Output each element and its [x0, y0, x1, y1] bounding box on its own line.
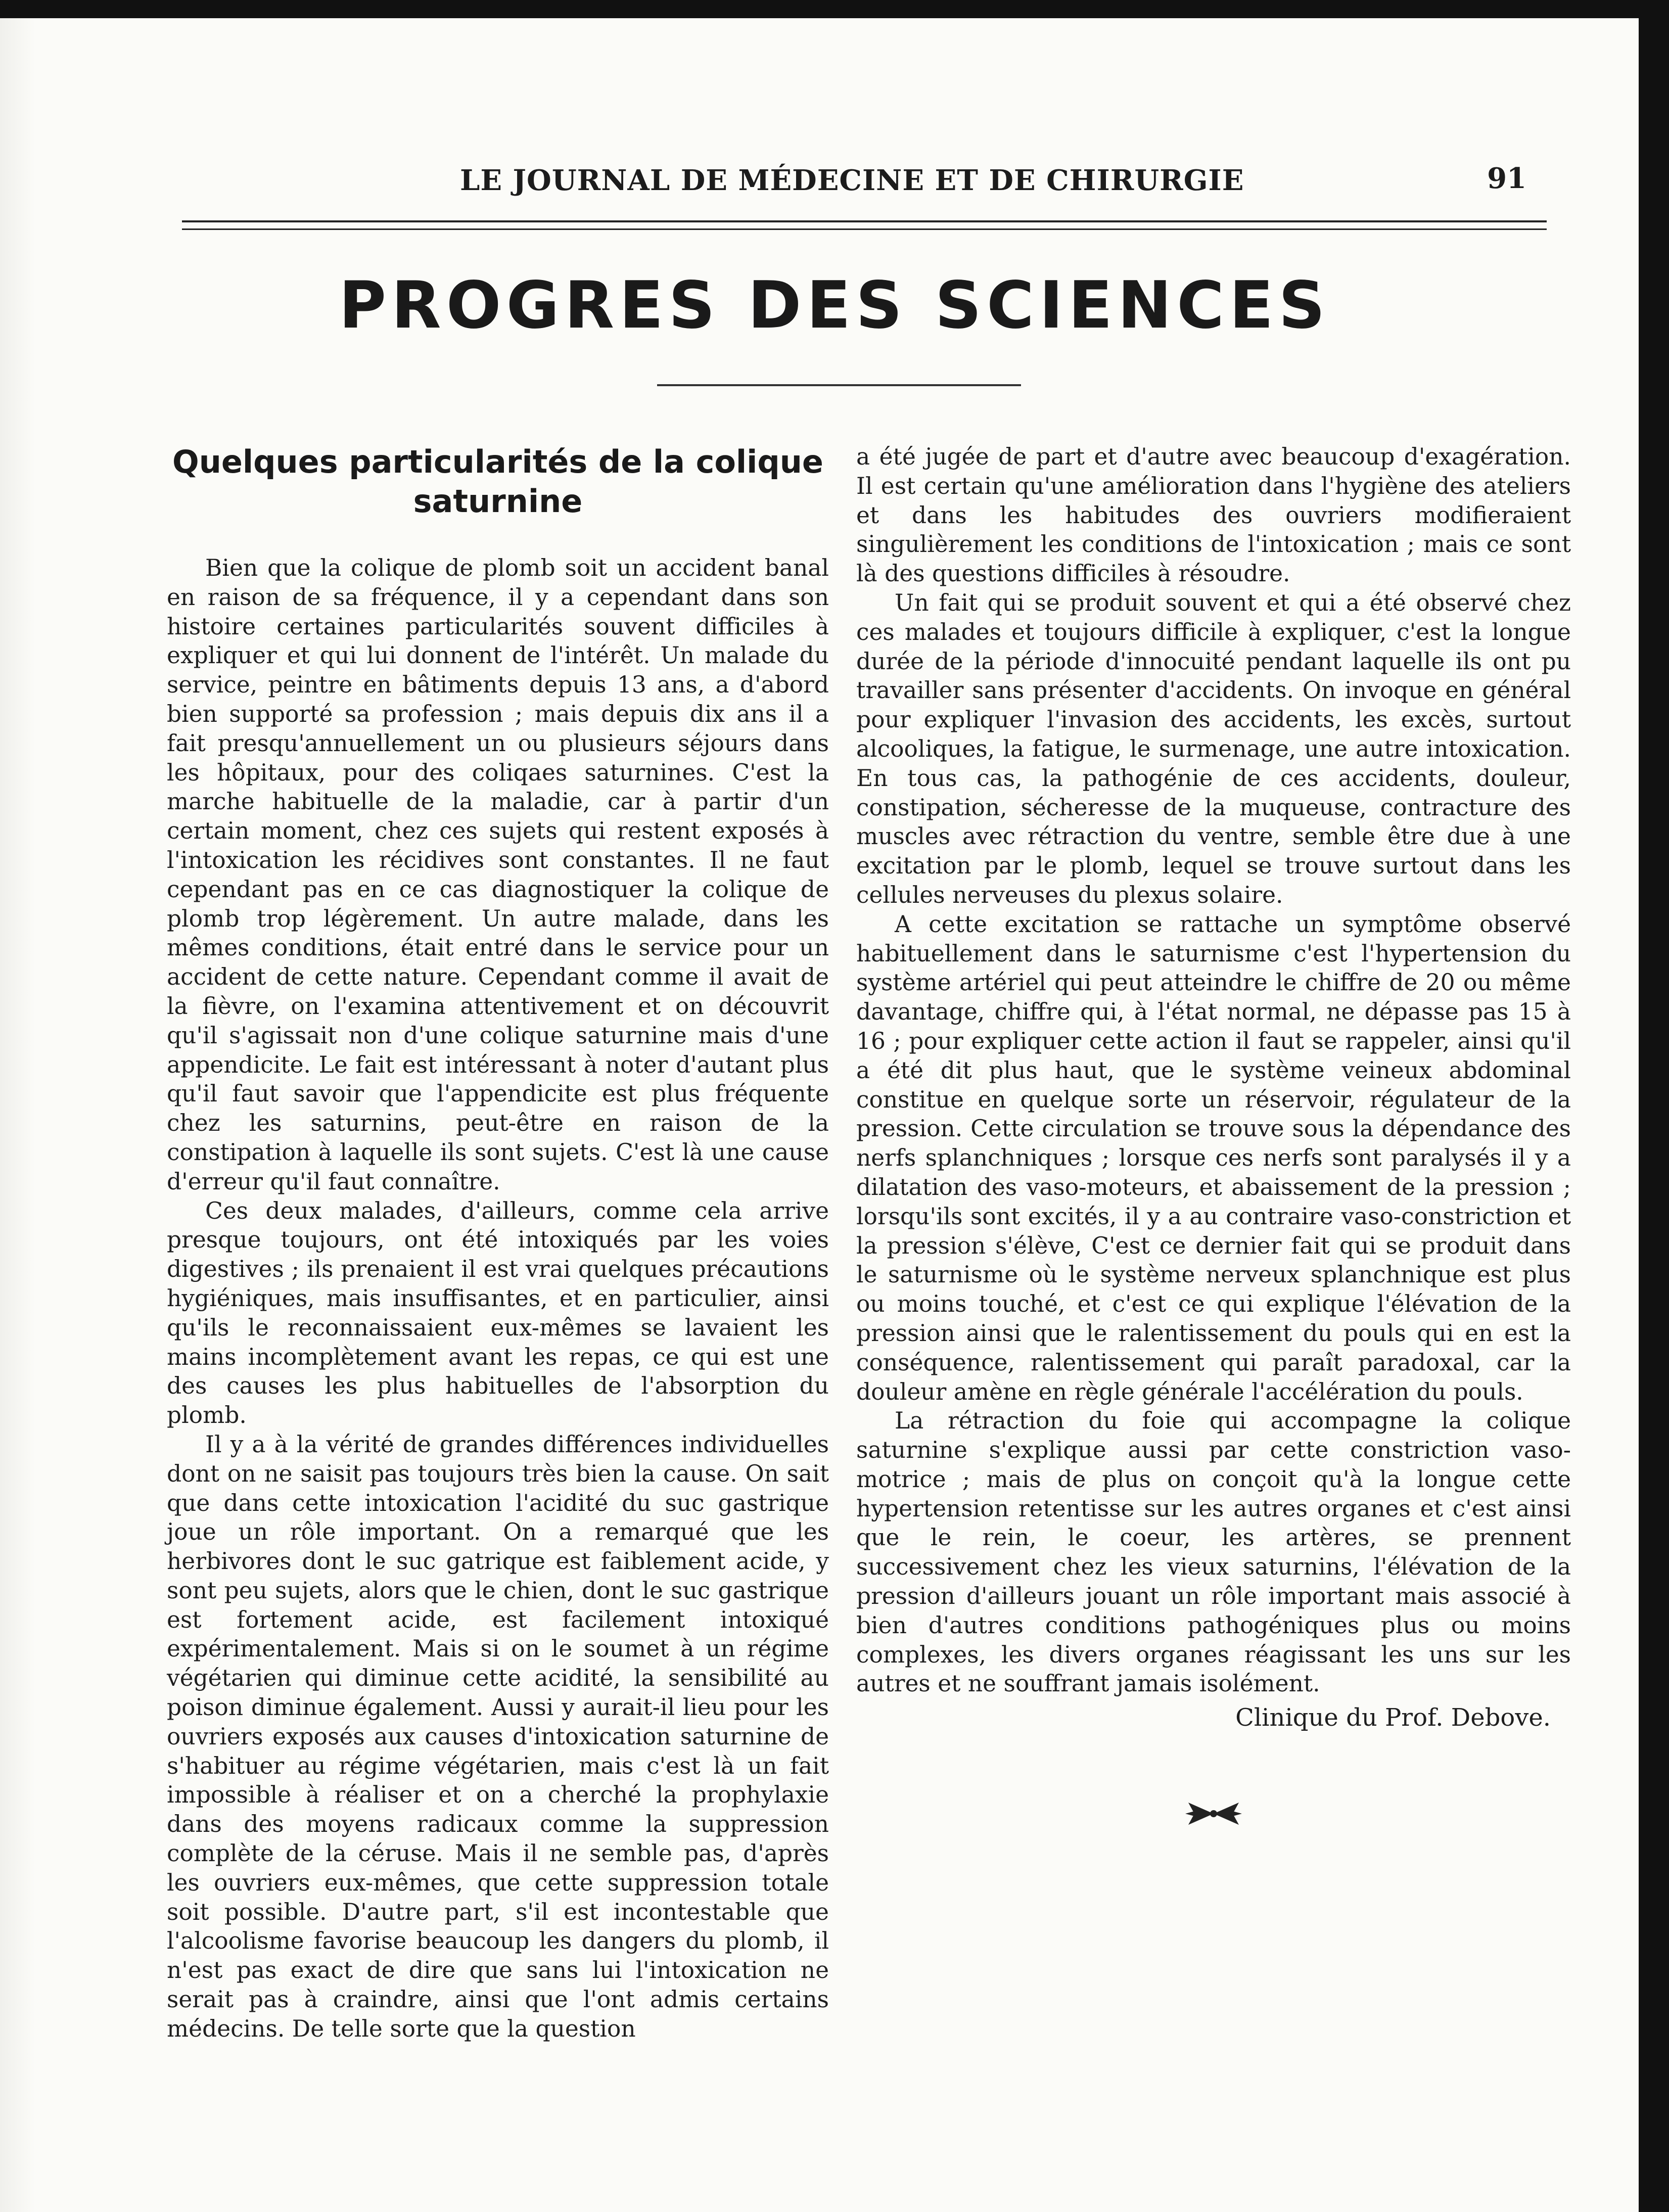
right-column	[856, 442, 1571, 1829]
article-title: Quelques particularités de la colique saturnine	[172, 443, 823, 520]
paragraph: Ces deux malades, d'ailleurs, comme cela arrive presque toujours, ont été intoxiqués par les voies digestives ; ils prenaient il est vrai quelques précautions hygiéniques, mais insuffisantes, et en particulier, ainsi qu'ils le reconnaissaient eux-mêmes se lavaient les mains incomplètement avant les repas, ce qui est une des causes les plus habituelles de l'absorption du plomb.	[167, 1197, 829, 1429]
page-number: 91	[1487, 162, 1526, 195]
left-column	[167, 442, 829, 2044]
running-header	[167, 158, 1532, 213]
paragraph-continued: a été jugée de part et d'autre avec beaucoup d'exagération. Il est certain qu'une amélioration dans l'hygiène des ateliers et dans les habitudes des ouvriers modifieraient singulièrement les conditions de l'intoxication ; mais ce sont là des questions difficiles à résoudre.	[856, 443, 1571, 587]
header-double-rule	[182, 220, 1547, 230]
scan-border-left	[0, 18, 35, 2212]
paragraph: Il y a à la vérité de grandes différences individuelles dont on ne saisit pas toujours très bien la cause. On sait que dans cette intoxication l'acidité du suc gastrique joue un rôle important. On a remarqué que les herbivores dont le suc gatrique est faiblement acide, y sont peu sujets, alors que le chien, dont le suc gastrique est fortement acide, est facilement intoxiqué expérimentalement. Mais si on le soumet à un régime végétarien qui diminue cette acidité, la sensibilité au poison diminue également. Aussi y aurait-il lieu pour les ouvriers exposés aux causes d'intoxication saturnine de s'habituer au régime végétarien, mais c'est là un fait impossible à réaliser et on a cherché la prophylaxie dans des moyens radicaux comme la suppression complète de la céruse. Mais il ne semble pas, d'après les ouvriers eux-mêmes, que cette suppression totale soit possible. D'autre part, s'il est incontestable que l'alcoolisme favorise beaucoup les dangers du plomb, il n'est pas exact de dire que sans lui l'intoxication ne serait pas à craindre, ainsi que l'ont admis certains médecins. De telle sorte que la question	[167, 1431, 829, 2042]
title-divider	[657, 384, 1021, 386]
article-signature: Clinique du Prof. Debove.	[1235, 1703, 1551, 1732]
section-title: PROGRES DES SCIENCES	[339, 268, 1330, 343]
paragraph: A cette excitation se rattache un symptôme observé habituellement dans le saturnisme c'est l'hypertension du système artériel qui peut atteindre le chiffre de 20 ou même davantage, chiffre qui, à l'état normal, ne dépasse pas 15 à 16 ; pour expliquer cette action il faut se rappeler, ainsi qu'il a été dit plus haut, que le système veineux abdominal constitue en quelque sorte un réservoir, régulateur de la pression. Cette circulation se trouve sous la dépendance des nerfs splanchniques ; lorsque ces nerfs sont paralysés il y a dilatation des vaso-moteurs, et abaissement de la pression ; lorsqu'ils sont excités, il y a au contraire vaso-constriction et la pression s'élève, C'est ce dernier fait qui se produit dans le saturnisme où le système nerveux splanchnique est plus ou moins touché, et c'est ce qui explique l'élévation de la pression ainsi que le ralentissement du pouls qui en est la conséquence, ralentissement qui paraît paradoxal, car la douleur amène en règle générale l'accélération du pouls.	[856, 910, 1571, 1405]
scan-border-top	[0, 0, 1669, 18]
paragraph: Bien que la colique de plomb soit un accident banal en raison de sa fréquence, il y a cependant dans son histoire certaines particularités souvent difficiles à expliquer et qui lui donnent de l'intérêt. Un malade du service, peintre en bâtiments depuis 13 ans, a d'abord bien supporté sa profession ; mais depuis dix ans il a fait presqu'annuellement un ou plusieurs séjours dans les hôpitaux, pour des coliqaes saturnines. C'est la marche habituelle de la maladie, car à partir d'un certain moment, chez ces sujets qui restent exposés à l'intoxication les récidives sont constantes. Il ne faut cependant pas en ce cas diagnostiquer la colique de plomb trop légèrement. Un autre malade, dans les mêmes conditions, était entré dans le service pour un accident de cette nature. Cependant comme il avait de la fièvre, on l'examina attentivement et on découvrit qu'il s'agissait non d'une colique saturnine mais d'une appendicite. Le fait est intéressant à noter d'autant plus qu'il faut savoir que l'appendicite est plus fréquente chez les saturnins, peut-être en raison de la constipation à laquelle ils sont sujets. C'est là une cause d'erreur qu'il faut connaître.	[167, 555, 829, 1195]
journal-name: LE JOURNAL DE MÉDECINE ET DE CHIRURGIE	[460, 164, 1244, 197]
fleuron-ornament-icon	[1183, 1799, 1244, 1829]
paragraph: Un fait qui se produit souvent et qui a été observé chez ces malades et toujours difficile à expliquer, c'est la longue durée de la période d'innocuité pendant laquelle ils ont pu travailler sans présenter d'accidents. On invoque en général pour expliquer l'invasion des accidents, les excès, surtout alcooliques, la fatigue, le surmenage, une autre intoxication. En tous cas, la pathogénie de ces accidents, douleur, constipation, sécheresse de la muqueuse, contracture des muscles avec rétraction du ventre, semble être due à une excitation par le plomb, lequel se trouve surtout dans les cellules nerveuses du plexus solaire.	[856, 589, 1571, 908]
paragraph: La rétraction du foie qui accompagne la colique saturnine s'explique aussi par cette constriction vaso-motrice ; mais de plus on conçoit qu'à la longue cette hypertension retentisse sur les autres organes et c'est ainsi que le rein, le coeur, les artères, se prennent successivement chez les vieux saturnins, l'élévation de la pression d'ailleurs jouant un rôle important mais associé à bien d'autres conditions pathogéniques plus ou moins complexes, les divers organes réagissant les uns sur les autres et ne souffrant jamais isolément.	[856, 1407, 1571, 1697]
